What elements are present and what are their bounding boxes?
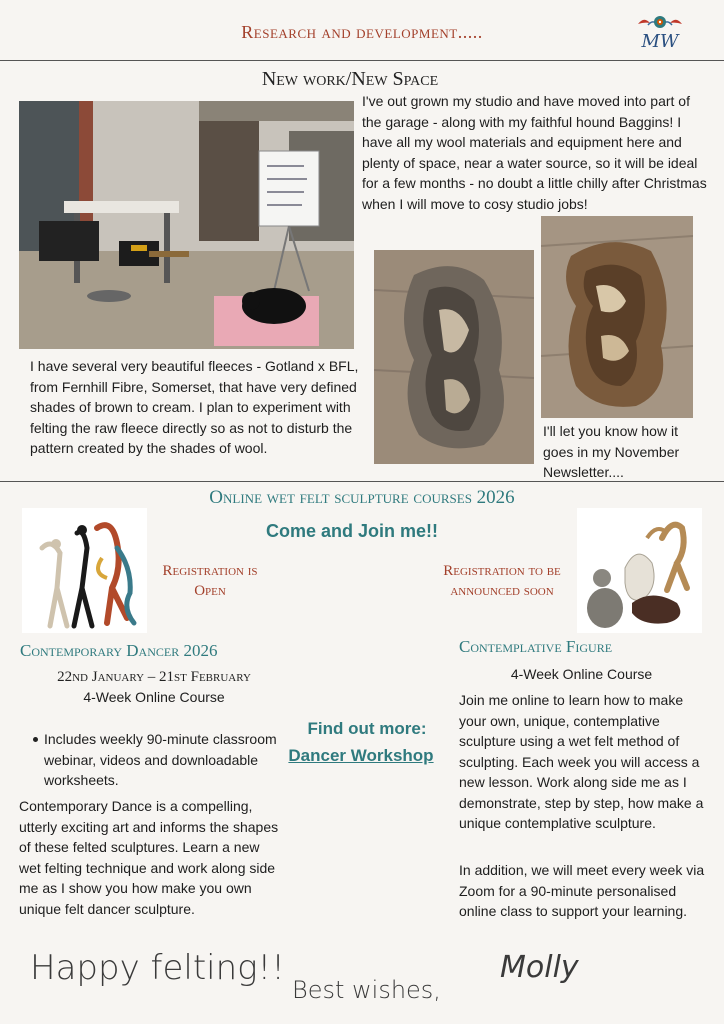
find-out-label: Find out more:: [307, 719, 427, 738]
garage-studio-photo: [19, 101, 354, 349]
courses-heading: Online wet felt sculpture courses 2026: [209, 487, 515, 508]
header-divider: [0, 60, 724, 61]
best-wishes-text: Best wishes,: [292, 976, 441, 1004]
figure-course-title: Contemplative Figure: [459, 637, 613, 656]
section-divider: [0, 481, 724, 482]
fleece-text: I have several very beautiful fleeces - Gotland x BFL, from Fernhill Fibre, Somerset, that have very defined shades of brown to cream. I plan to experiment with felting the raw fleece directly so as not to disturb the pattern created by the shades of wool.: [30, 358, 359, 456]
fleece-photo-brown: [541, 216, 693, 418]
figure-course-format: 4-Week Online Course: [510, 666, 653, 682]
bullet-dot-icon: [33, 737, 38, 742]
happy-felting-text: Happy felting!!: [30, 948, 285, 988]
dancer-workshop-link[interactable]: Dancer Workshop: [288, 746, 434, 765]
signature: Molly: [500, 950, 579, 985]
figure-registration-status: Registration to be announced soon: [443, 563, 561, 599]
dancer-course-bullet: Includes weekly 90-minute classroom webinar, videos and downloadable worksheets.: [44, 731, 277, 788]
dancer-course-description: Contemporary Dance is a compelling, utterly exciting art and informs the shapes of these felted sculptures. Learn a new wet felting technique and work along side me as I show you how make you own unique felt dancer sculpture.: [19, 798, 279, 917]
section-heading: New work/New Space: [261, 68, 439, 90]
logo: [630, 10, 690, 56]
logo-text: MW: [641, 31, 679, 52]
newsletter-text: I'll let you know how it goes in my November Newsletter....: [543, 423, 680, 480]
dancer-course-title: Contemporary Dancer 2026: [20, 641, 218, 660]
courses-subheading: Come and Join me!!: [265, 521, 439, 541]
dancer-registration-status: Registration is Open: [162, 563, 258, 599]
dancer-sculpture-image: [22, 508, 147, 633]
fleece-photo-grey: [374, 250, 534, 464]
studio-intro-text: I've out grown my studio and have moved into part of the garage - along with my faithful hound Baggins! I have all my wool materials and equipment here and plenty of space, near a water source, so it will be ideal for a few months - no doubt a little chilly after Christmas when I will move to cosy studio jobs!: [362, 93, 707, 212]
figure-course-description: Join me online to learn how to make your own, unique, contemplative sculpture using a wet felt method of sculpting. Each week you will access a new lesson. Work along side me as I demonstrate, step by step, how make a unique contemplative sculpture.: [459, 692, 704, 831]
figure-course-description-2: In addition, we will meet every week via Zoom for a 90-minute personalised online class to support your learning.: [459, 862, 705, 919]
page-title: Research and development.....: [241, 22, 483, 42]
dancer-course-format: 4-Week Online Course: [83, 689, 225, 705]
contemplative-figure-image: [577, 508, 702, 633]
dancer-course-dates: 22nd January – 21st February: [57, 669, 251, 685]
